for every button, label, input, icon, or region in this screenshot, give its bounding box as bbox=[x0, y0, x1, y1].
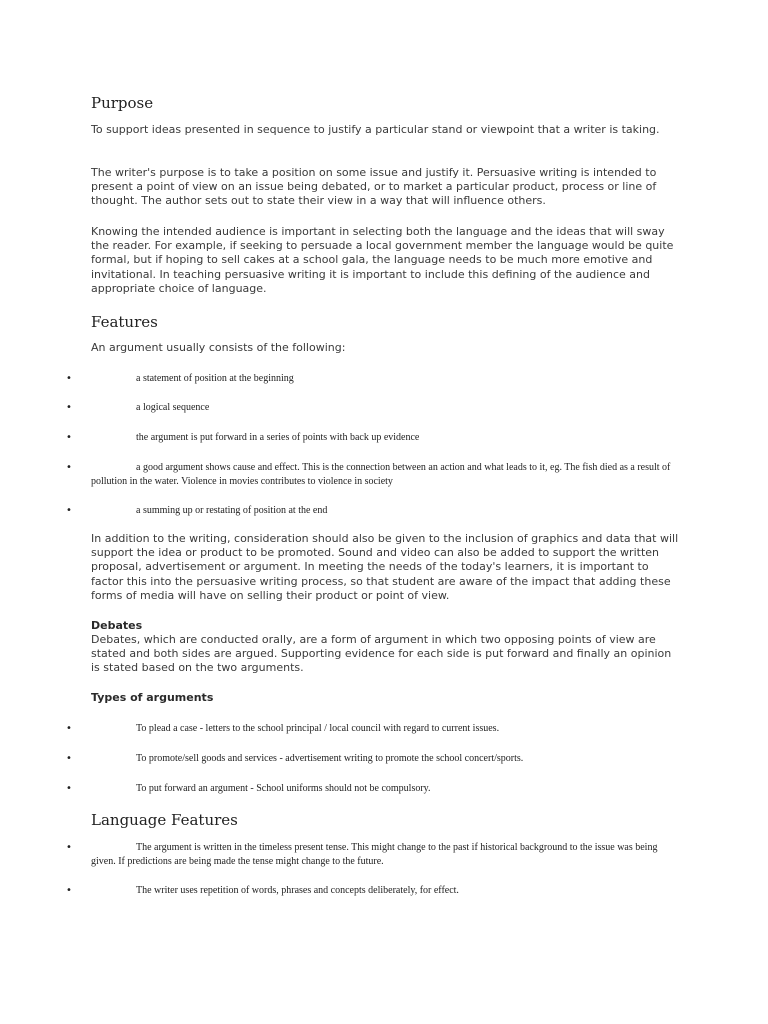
bullet-icon: • bbox=[66, 885, 72, 896]
bullet-icon: • bbox=[66, 842, 72, 853]
bullet-icon: • bbox=[66, 373, 72, 384]
bullet-icon: • bbox=[66, 505, 72, 516]
list-item-text: The writer uses repetition of words, phrases and concepts deliberately, for effect. bbox=[136, 885, 459, 896]
purpose-paragraph-2: The writer's purpose is to take a position on some issue and justify it. Persuasive writing is intended to present a point of view on an issue being debated, or to market a particular product, process or line of thought. The author sets out to state their view in a way that will influence others. bbox=[91, 166, 657, 208]
list-item-text: a statement of position at the beginning bbox=[136, 373, 294, 384]
purpose-heading: Purpose bbox=[91, 94, 154, 112]
features-paragraph-after: In addition to the writing, consideration should also be given to the inclusion of graphics and data that will support the idea or product to be promoted. Sound and video can also be added to support the written proposal, advertisement or argument. In meeting the needs of the today's learners, it is important to factor this into the persuasive writing process, so that student are aware of the impact that adding these forms of media will have on selling their product or point of view. bbox=[91, 532, 679, 602]
list-item-text: The argument is written in the timeless present tense. This might change to the past if historical background to the issue was being given. If predictions are being made the tense might change to the future. bbox=[91, 842, 658, 867]
features-heading: Features bbox=[91, 313, 158, 331]
language-features-heading: Language Features bbox=[91, 811, 238, 829]
bullet-icon: • bbox=[66, 462, 72, 473]
bullet-icon: • bbox=[66, 432, 72, 443]
list-item-text: a logical sequence bbox=[136, 402, 210, 413]
list-item-text: To promote/sell goods and services - advertisement writing to promote the school concert/sports. bbox=[136, 753, 524, 764]
debates-heading: Debates bbox=[91, 619, 143, 632]
list-item-text: To put forward an argument - School uniforms should not be compulsory. bbox=[136, 783, 431, 794]
types-heading: Types of arguments bbox=[91, 691, 214, 704]
bullet-icon: • bbox=[66, 783, 72, 794]
list-item-text: the argument is put forward in a series of points with back up evidence bbox=[136, 432, 420, 443]
debates-text: Debates, which are conducted orally, are a form of argument in which two opposing points of view are stated and both sides are argued. Supporting evidence for each side is put forward and finally an opinion is stated based on the two arguments. bbox=[91, 633, 672, 675]
purpose-paragraph-3: Knowing the intended audience is important in selecting both the language and the ideas that will sway the reader. For example, if seeking to persuade a local government member the language would be quite formal, but if hoping to sell cakes at a school gala, the language needs to be much more emotive and invitational. In teaching persuasive writing it is important to include this defining of the audience and appropriate choice of language. bbox=[91, 225, 674, 295]
list-item-text: To plead a case - letters to the school principal / local council with regard to current issues. bbox=[136, 723, 500, 734]
bullet-icon: • bbox=[66, 753, 72, 764]
list-item-text: a good argument shows cause and effect. This is the connection between an action and what leads to it, eg. The fish died as a result of pollution in the water. Violence in movies contributes to violence in society bbox=[91, 462, 671, 487]
features-intro: An argument usually consists of the following: bbox=[91, 341, 346, 354]
purpose-paragraph-1: To support ideas presented in sequence to justify a particular stand or viewpoint that a writer is taking. bbox=[91, 123, 660, 136]
list-item-text: a summing up or restating of position at the end bbox=[136, 505, 328, 516]
bullet-icon: • bbox=[66, 402, 72, 413]
bullet-icon: • bbox=[66, 723, 72, 734]
